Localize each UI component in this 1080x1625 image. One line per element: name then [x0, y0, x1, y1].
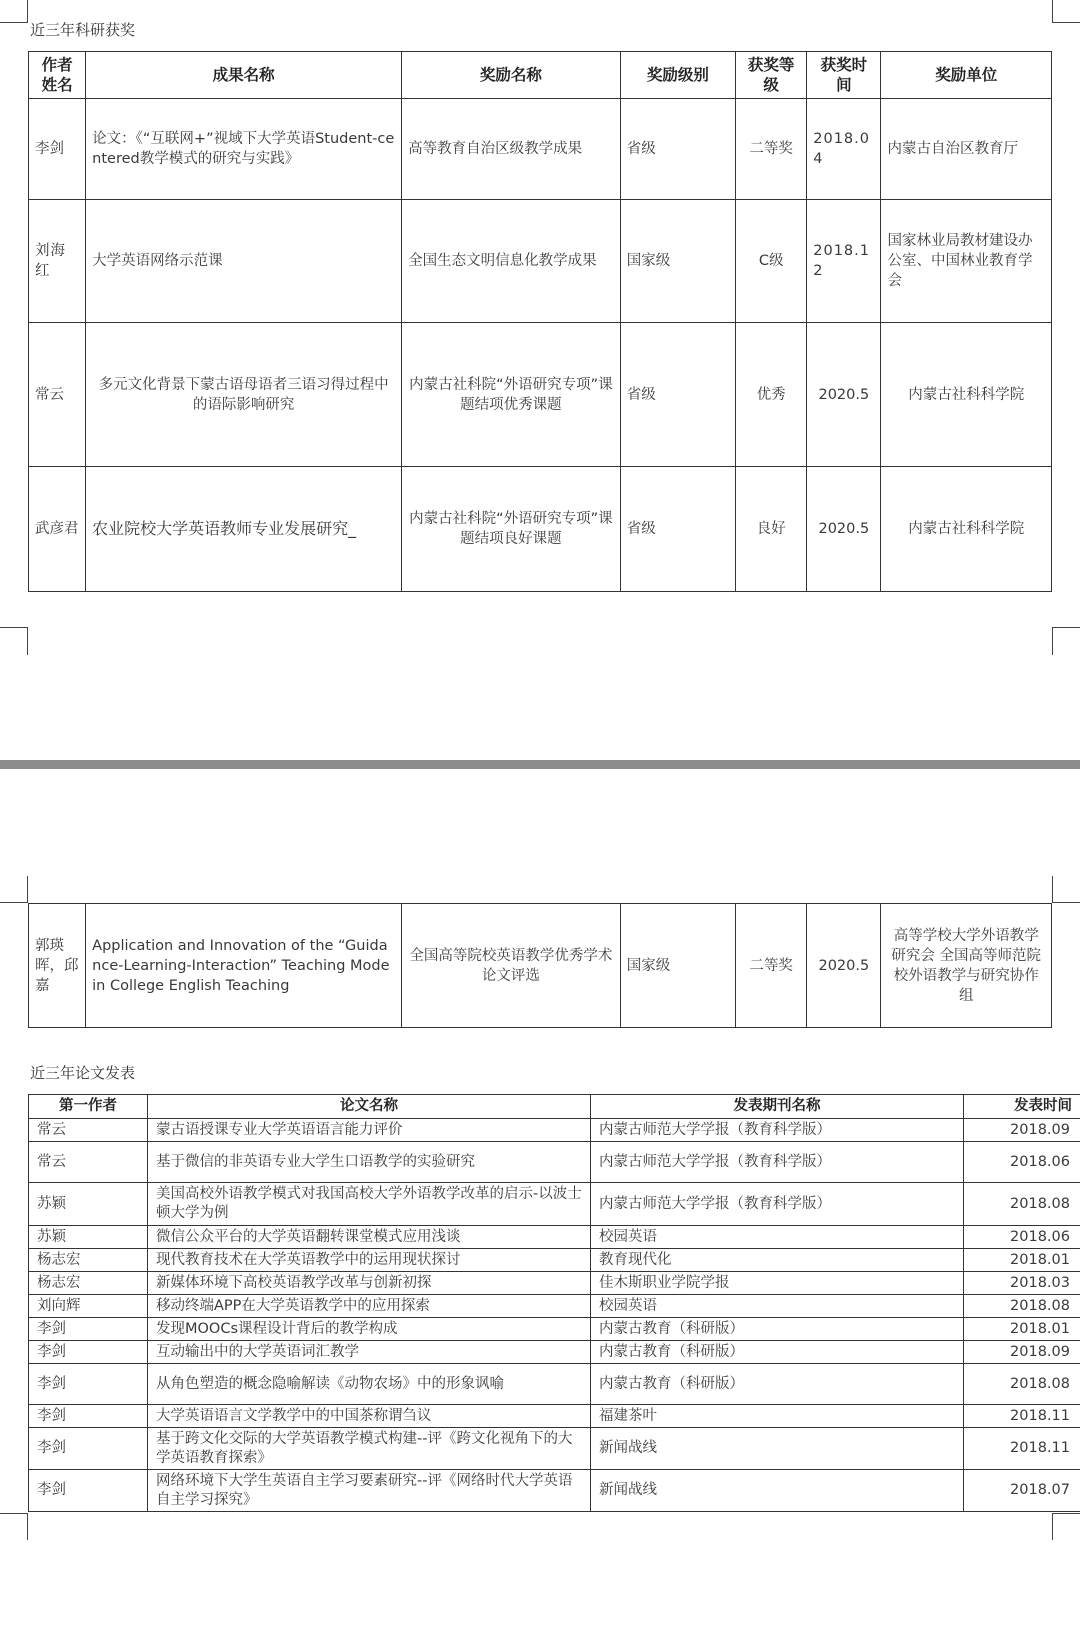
crop-mark: [27, 876, 28, 903]
crop-mark: [1052, 0, 1053, 23]
awards-table-continued: [28, 903, 1052, 1028]
cell-title: 基于跨文化交际的大学英语教学模式构建--评《跨文化视角下的大学英语教育探索》: [148, 1428, 591, 1470]
cell-journal: 校园英语: [591, 1226, 964, 1249]
crop-mark: [1052, 902, 1080, 903]
cell-level: 国家级: [620, 904, 735, 1028]
cell-title: 微信公众平台的大学英语翻转课堂模式应用浅谈: [148, 1226, 591, 1249]
cell-journal: 内蒙古教育（科研版）: [591, 1364, 964, 1405]
cell-date: 2018.06: [964, 1142, 1080, 1183]
cell-author: 杨志宏: [29, 1272, 148, 1295]
header-award: 奖励名称: [402, 52, 621, 99]
cell-date: 2018.09: [964, 1119, 1080, 1142]
cell-date: 2018.03: [964, 1272, 1080, 1295]
table-row: [29, 200, 1052, 323]
crop-mark: [0, 1513, 27, 1514]
cell-award: 内蒙古社科院“外语研究专项”课题结项良好课题: [402, 467, 621, 592]
table-header-row: [29, 52, 1052, 99]
cell-date: 2018.12: [807, 200, 881, 323]
cell-journal: 内蒙古师范大学学报（教育科学版）: [591, 1183, 964, 1226]
page-separator: [0, 760, 1080, 769]
table-row: [29, 1226, 1080, 1249]
cell-author: 李剑: [29, 1428, 148, 1470]
table-row: [29, 1249, 1080, 1272]
cell-date: 2018.09: [964, 1341, 1080, 1364]
table-row: [29, 1428, 1080, 1470]
cell-title: 美国高校外语教学模式对我国高校大学外语教学改革的启示-以波士顿大学为例: [148, 1183, 591, 1226]
cell-date: 2018.07: [964, 1470, 1080, 1512]
cell-result: 农业院校大学英语教师专业发展研究_: [86, 467, 402, 592]
header-first-author: 第一作者: [29, 1095, 148, 1119]
cell-author: 常云: [29, 1119, 148, 1142]
cell-date: 2018.11: [964, 1405, 1080, 1428]
crop-mark: [1052, 1513, 1053, 1540]
cell-journal: 教育现代化: [591, 1249, 964, 1272]
crop-mark: [27, 1513, 28, 1540]
table-row: [29, 1405, 1080, 1428]
cell-author: 郭瑛晖，邱嘉: [29, 904, 86, 1028]
cell-grade: 良好: [736, 467, 807, 592]
cell-unit: 国家林业局教材建设办公室、中国林业教育学会: [881, 200, 1052, 323]
header-result: 成果名称: [86, 52, 402, 99]
cell-date: 2018.01: [964, 1318, 1080, 1341]
cell-grade: 优秀: [736, 323, 807, 467]
cell-title: 互动输出中的大学英语词汇教学: [148, 1341, 591, 1364]
cell-journal: 新闻战线: [591, 1470, 964, 1512]
cell-date: 2020.5: [807, 904, 881, 1028]
cell-title: 发现MOOCs课程设计背后的教学构成: [148, 1318, 591, 1341]
papers-table: [28, 1094, 1080, 1512]
table-row: [29, 904, 1052, 1028]
cell-date: 2020.5: [807, 467, 881, 592]
crop-mark: [0, 902, 27, 903]
cell-award: 高等教育自治区级教学成果: [402, 99, 621, 200]
cell-journal: 内蒙古师范大学学报（教育科学版）: [591, 1142, 964, 1183]
table-row: [29, 1183, 1080, 1226]
cell-result: 多元文化背景下蒙古语母语者三语习得过程中的语际影响研究: [86, 323, 402, 467]
crop-mark: [27, 627, 28, 655]
cell-journal: 内蒙古教育（科研版）: [591, 1341, 964, 1364]
cell-unit: 高等学校大学外语教学研究会 全国高等师范院校外语教学与研究协作组: [881, 904, 1052, 1028]
section-title-papers: 近三年论文发表: [30, 1064, 136, 1082]
cell-author: 李剑: [29, 99, 86, 200]
cell-author: 苏颖: [29, 1183, 148, 1226]
cell-award: 全国高等院校英语教学优秀学术论文评选: [402, 904, 621, 1028]
cell-author: 刘海红: [29, 200, 86, 323]
header-paper-title: 论文名称: [148, 1095, 591, 1119]
cell-title: 蒙古语授课专业大学英语语言能力评价: [148, 1119, 591, 1142]
cell-date: 2018.08: [964, 1364, 1080, 1405]
cell-grade: C级: [736, 200, 807, 323]
cell-author: 常云: [29, 323, 86, 467]
crop-mark: [1052, 22, 1080, 23]
table-row: [29, 1470, 1080, 1512]
table-row: [29, 1341, 1080, 1364]
table-row: [29, 99, 1052, 200]
cell-journal: 校园英语: [591, 1295, 964, 1318]
cell-title: 网络环境下大学生英语自主学习要素研究--评《网络时代大学英语自主学习探究》: [148, 1470, 591, 1512]
cell-date: 2018.08: [964, 1295, 1080, 1318]
header-journal: 发表期刊名称: [591, 1095, 964, 1119]
cell-date: 2018.01: [964, 1249, 1080, 1272]
cell-level: 省级: [620, 467, 735, 592]
cell-date: 2018.11: [964, 1428, 1080, 1470]
cell-author: 李剑: [29, 1364, 148, 1405]
cell-award: 内蒙古社科院“外语研究专项”课题结项优秀课题: [402, 323, 621, 467]
cell-journal: 内蒙古师范大学学报（教育科学版）: [591, 1119, 964, 1142]
cell-date: 2018.04: [807, 99, 881, 200]
cell-unit: 内蒙古社科科学院: [881, 467, 1052, 592]
cell-date: 2020.5: [807, 323, 881, 467]
cell-unit: 内蒙古自治区教育厅: [881, 99, 1052, 200]
crop-mark: [27, 0, 28, 23]
cell-grade: 二等奖: [736, 904, 807, 1028]
table-row: [29, 1272, 1080, 1295]
cell-author: 李剑: [29, 1405, 148, 1428]
table-row: [29, 1318, 1080, 1341]
header-publish-date: 发表时间: [964, 1095, 1080, 1119]
header-unit: 奖励单位: [881, 52, 1052, 99]
cell-author: 李剑: [29, 1470, 148, 1512]
cell-level: 省级: [620, 99, 735, 200]
table-row: [29, 1295, 1080, 1318]
cell-author: 李剑: [29, 1318, 148, 1341]
header-grade: 获奖等级: [736, 52, 807, 99]
cell-result: Application and Innovation of the “Guidance-Learning-Interaction” Teaching Mode in College English Teaching: [86, 904, 402, 1028]
cell-author: 杨志宏: [29, 1249, 148, 1272]
cell-result: 大学英语网络示范课: [86, 200, 402, 323]
header-date: 获奖时间: [807, 52, 881, 99]
table-header-row: [29, 1095, 1080, 1119]
table-row: [29, 1142, 1080, 1183]
cell-title: 从角色塑造的概念隐喻解读《动物农场》中的形象讽喻: [148, 1364, 591, 1405]
cell-author: 常云: [29, 1142, 148, 1183]
crop-mark: [1052, 1513, 1080, 1514]
cell-title: 新媒体环境下高校英语教学改革与创新初探: [148, 1272, 591, 1295]
cell-level: 省级: [620, 323, 735, 467]
awards-table: [28, 51, 1052, 592]
crop-mark: [0, 627, 27, 628]
cell-date: 2018.06: [964, 1226, 1080, 1249]
cell-journal: 内蒙古教育（科研版）: [591, 1318, 964, 1341]
header-level: 奖励级别: [620, 52, 735, 99]
cell-title: 现代教育技术在大学英语教学中的运用现状探讨: [148, 1249, 591, 1272]
cell-author: 李剑: [29, 1341, 148, 1364]
table-row: [29, 1119, 1080, 1142]
section-title-awards: 近三年科研获奖: [30, 21, 136, 39]
cell-award: 全国生态文明信息化教学成果: [402, 200, 621, 323]
cell-level: 国家级: [620, 200, 735, 323]
cell-journal: 佳木斯职业学院学报: [591, 1272, 964, 1295]
crop-mark: [1052, 876, 1053, 903]
cell-title: 基于微信的非英语专业大学生口语教学的实验研究: [148, 1142, 591, 1183]
table-row: [29, 323, 1052, 467]
cell-author: 苏颖: [29, 1226, 148, 1249]
crop-mark: [1052, 627, 1080, 628]
header-author: 作者姓名: [29, 52, 86, 99]
table-row: [29, 1364, 1080, 1405]
cell-journal: 新闻战线: [591, 1428, 964, 1470]
cell-title: 大学英语语言文学教学中的中国茶称谓刍议: [148, 1405, 591, 1428]
table-row: [29, 467, 1052, 592]
cell-author: 刘向辉: [29, 1295, 148, 1318]
crop-mark: [1052, 627, 1053, 655]
cell-title: 移动终端APP在大学英语教学中的应用探索: [148, 1295, 591, 1318]
cell-date: 2018.08: [964, 1183, 1080, 1226]
cell-result: 论文：《“互联网+”视域下大学英语Student-centered教学模式的研究与实践》: [86, 99, 402, 200]
cell-journal: 福建茶叶: [591, 1405, 964, 1428]
cell-grade: 二等奖: [736, 99, 807, 200]
crop-mark: [0, 22, 27, 23]
cell-author: 武彦君: [29, 467, 86, 592]
cell-unit: 内蒙古社科科学院: [881, 323, 1052, 467]
